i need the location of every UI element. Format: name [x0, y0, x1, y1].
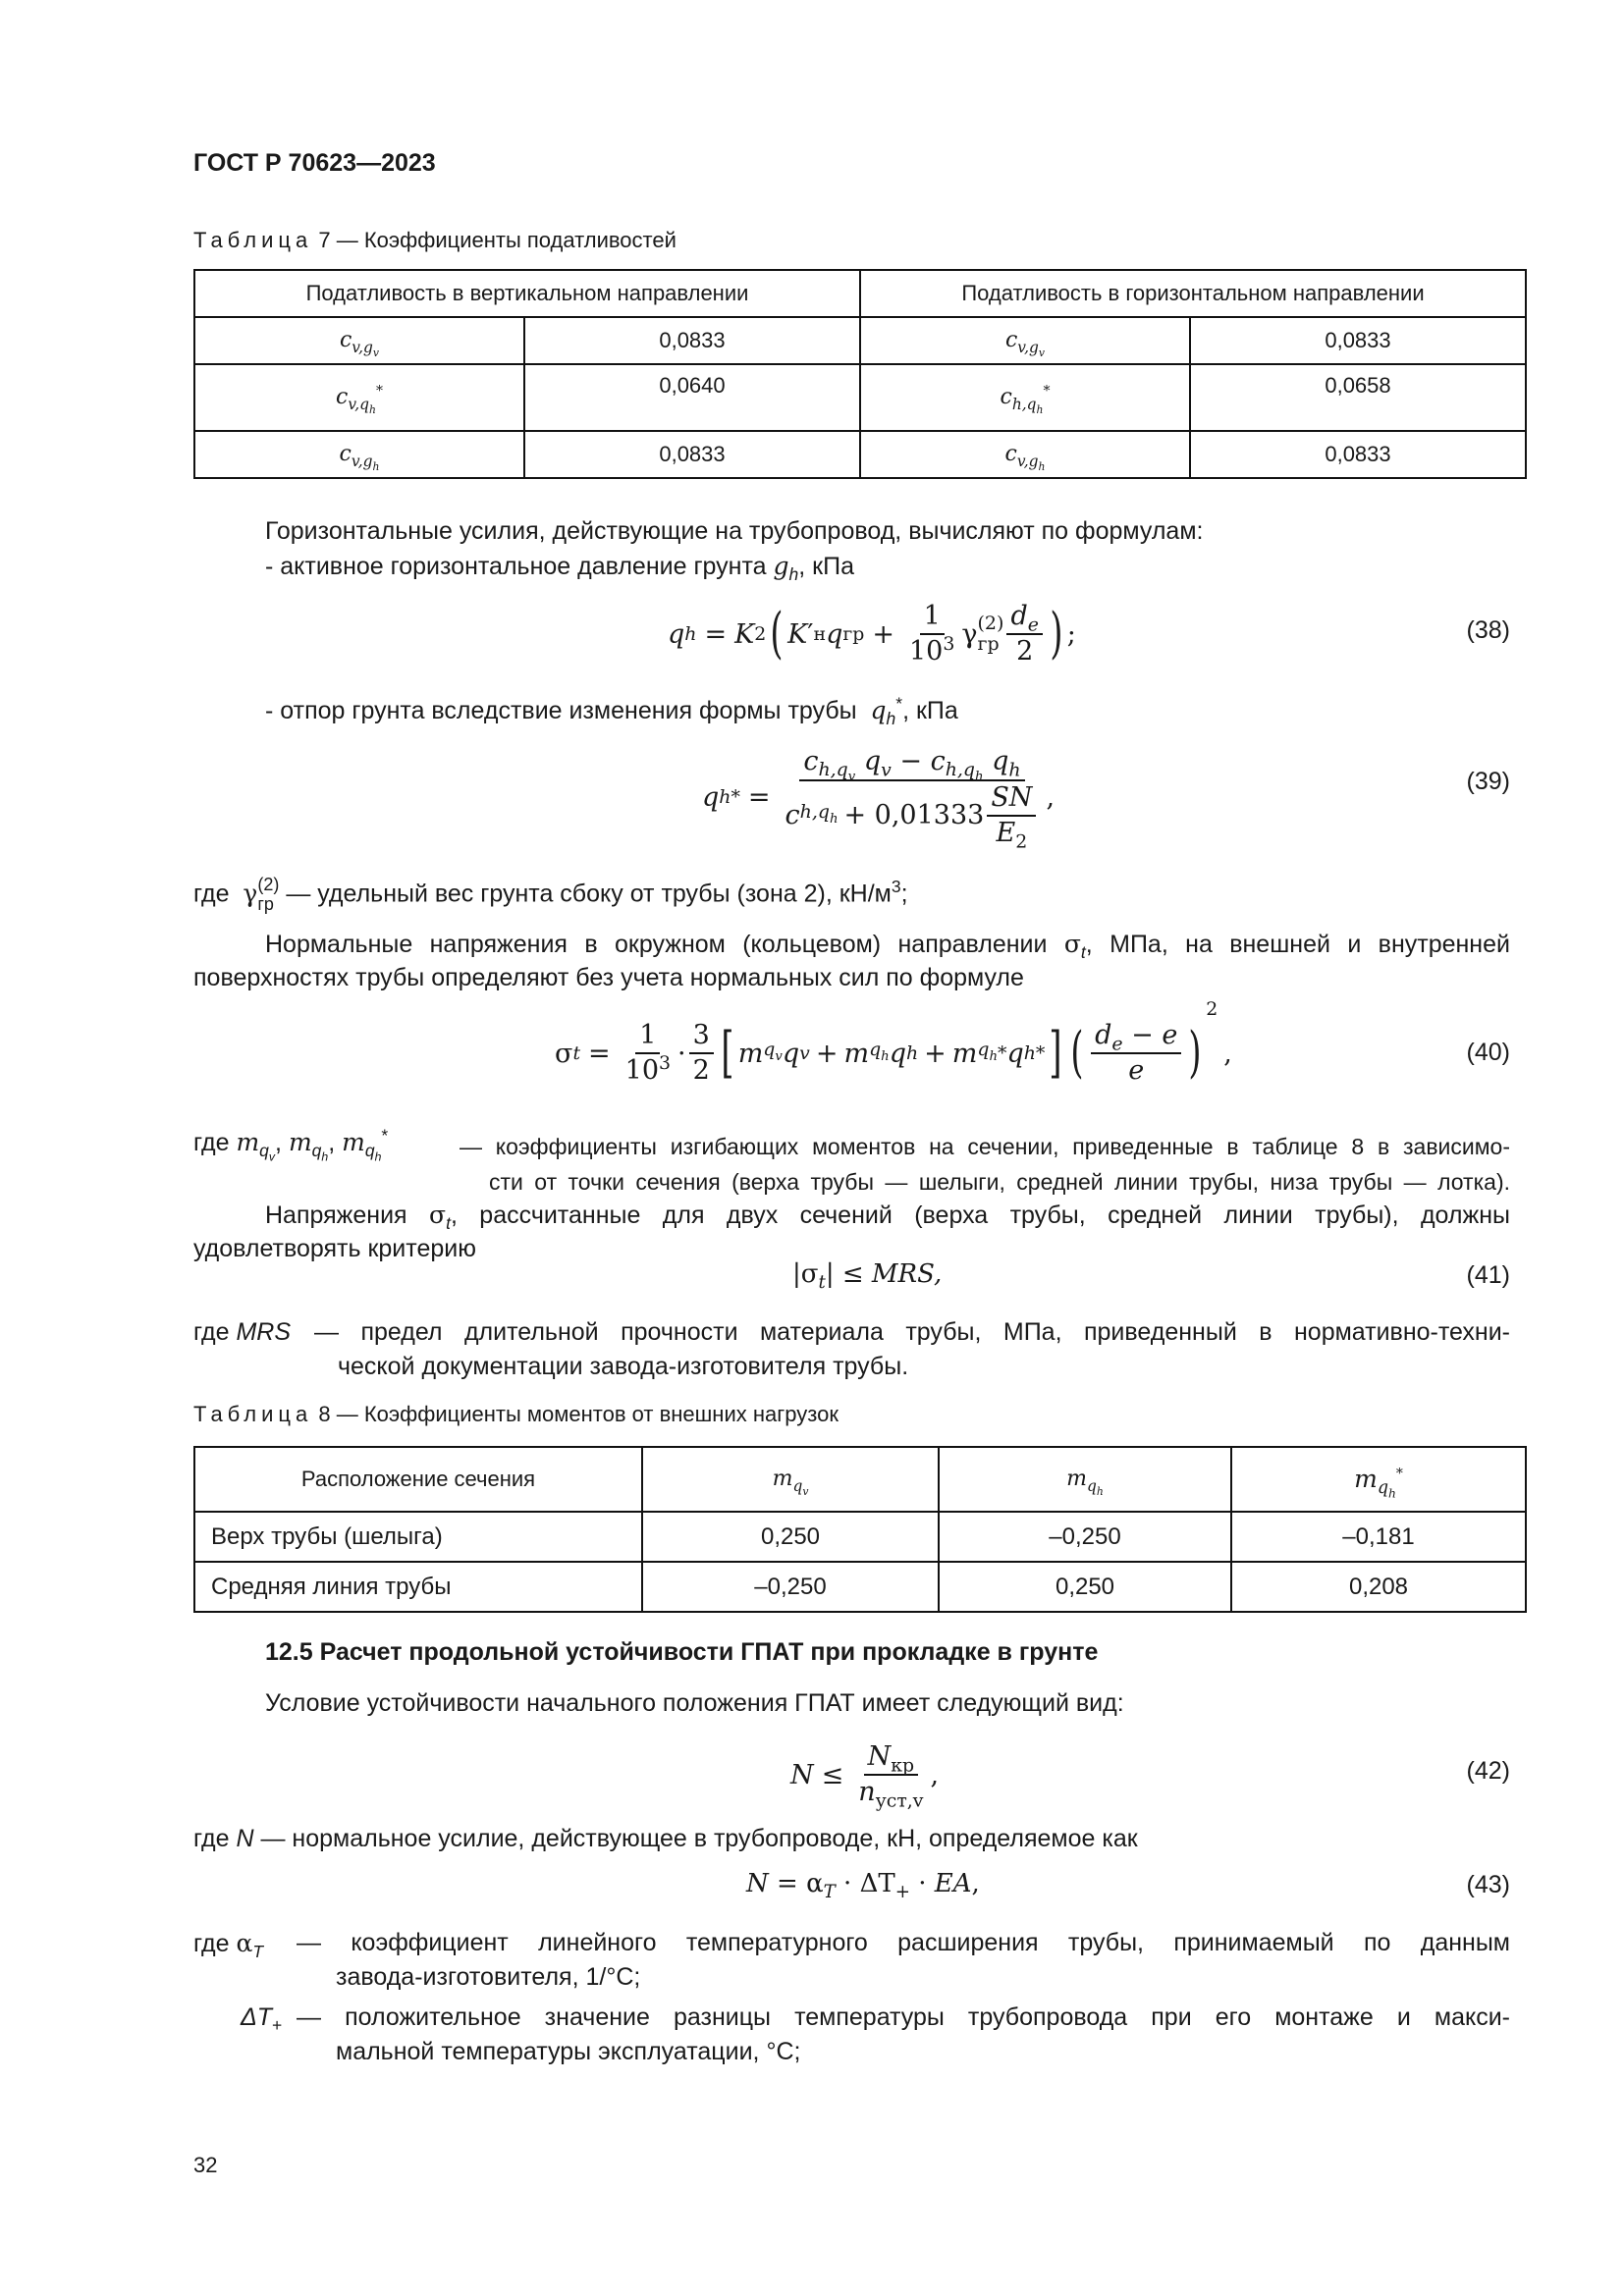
definition-line: — коэффициент линейного температурного расширения трубы, принимаемый по данным — [297, 1929, 1510, 1956]
equation-38: q h = K 2 ( K ′ н q гр + $\frac{1}{10^3}$ γ (2) гр $\frac{d_e}{2}$ ) ; — [668, 601, 1076, 667]
paragraph: поверхностях трубы определяют без учета нормальных сил по формуле — [193, 964, 1024, 991]
definition-line: — коэффициенты изгибающих моментов на сечении, приведенные в таблице 8 в зависимо- — [460, 1134, 1510, 1159]
definition: где N — нормальное усилие, действующее в трубопроводе, кН, определяемое как — [193, 1825, 1138, 1852]
equation-number: (40) — [1466, 1039, 1510, 1066]
table-cell: –0,250 — [939, 1512, 1231, 1562]
table7-caption — [193, 228, 677, 253]
table-cell: 0,0833 — [524, 431, 860, 478]
table7-head-right: Податливость в горизонтальном направлении — [860, 270, 1526, 317]
table8 — [193, 1446, 1527, 1613]
definition-line: завода-изготовителя, 1/°C; — [336, 1963, 641, 1991]
equation-39: q h * = $c_{h,q_v}$ $q_v - c_{h,q_h}$ $q_h$ c $h,q_h$ + 0,01333 $\frac{SN}{E_2}$ , — [702, 745, 1056, 852]
definition-term: где MRS — [193, 1318, 292, 1346]
table-cell: $c_{h,q_h}^*$ — [860, 364, 1190, 431]
equation-43: $N = \alpha_T \cdot \Delta T_+$ · EA, — [746, 1869, 980, 1903]
table-cell: 0,0833 — [524, 317, 860, 364]
definition-term: где $m_{q_v}$, $m_{q_h}$, $m_{q_h}^*$ — [193, 1125, 389, 1164]
paragraph: - активное горизонтальное давление грунта $g_h$, кПа — [265, 552, 854, 584]
table-cell: $c_{v,g_h}$ — [194, 431, 524, 478]
table7-head-left: Податливость в вертикальном направлении — [194, 270, 860, 317]
paragraph: удовлетворять критерию — [193, 1235, 476, 1262]
table-cell: 0,250 — [642, 1512, 939, 1562]
definition: где γ (2) гр — удельный вес грунта сбоку от трубы (зона 2), $кН/м^3$; — [193, 875, 908, 914]
paragraph: Горизонтальные усилия, действующие на трубопровод, вычисляют по формулам: — [265, 517, 1204, 545]
table-cell: Верх трубы (шелыга) — [194, 1512, 642, 1562]
paragraph: - отпор грунта вследствие изменения формы трубы $q_h^*$, кПа — [265, 693, 958, 728]
equation-42: N ≤ $\frac{N_{кр}}{n_{уст,v}}$ , — [790, 1741, 940, 1812]
document-code: ГОСТ Р 70623—2023 — [193, 149, 436, 177]
definition-line: мальной температуры эксплуатации, °C; — [336, 2038, 801, 2065]
table8-caption — [193, 1402, 839, 1427]
table8-head: $m_{q_h}$ — [939, 1447, 1231, 1512]
table-cell: 0,0640 — [524, 364, 860, 431]
definition-text — [297, 2001, 1510, 2069]
table8-head: $m_{q_v}$ — [642, 1447, 939, 1512]
caption-text: 7 — Коэффициенты податливостей — [318, 228, 677, 252]
definition-line: сти от точки сечения (верха трубы — шелыги, средней линии трубы, низа трубы — лотка). — [489, 1169, 1510, 1195]
table-cell: 0,250 — [939, 1562, 1231, 1612]
caption-word: Таблица — [193, 228, 313, 252]
paragraph: Напряжения $\sigma_t$, рассчитанные для двух сечений (верха трубы, средней линии трубы), должны — [265, 1201, 1511, 1233]
equation-number: (42) — [1466, 1757, 1510, 1785]
table-cell: 0,0833 — [1190, 431, 1526, 478]
caption-text: 8 — Коэффициенты моментов от внешних нагрузок — [318, 1402, 839, 1426]
table-cell: $c_{v,g_v}$ — [860, 317, 1190, 364]
definition-term: где $\alpha_T$ — [193, 1929, 264, 1961]
table-cell: $c_{v,g_h}$ — [860, 431, 1190, 478]
section-title: 12.5 Расчет продольной устойчивости ГПАТ при прокладке в грунте — [265, 1638, 1099, 1666]
equation-number: (39) — [1466, 768, 1510, 795]
table-row — [194, 431, 1526, 478]
table8-head: $m_{q_h}^*$ — [1231, 1447, 1526, 1512]
equation-40: σ t = $\frac{1}{10^3}$ · $\frac{3}{2}$ [ m $q_v$ q v + m $q_h$ q h + m $q_h$ * q h * ] ( $\frac{d_e - e}{e}$ ) 2 , — [555, 998, 1232, 1086]
table-cell: Средняя линия трубы — [194, 1562, 642, 1612]
page-number: 32 — [193, 2153, 218, 2177]
paragraph: Нормальные напряжения в окружном (кольцевом) направлении $\sigma_t$, МПа, на внешней и внутренней — [265, 930, 1510, 962]
table-row — [194, 317, 1526, 364]
table-cell: $c_{v,g_v}$ — [194, 317, 524, 364]
definition-text — [297, 1926, 1510, 1995]
caption-word: Таблица — [193, 1402, 313, 1426]
definition-line: — предел длительной прочности материала трубы, МПа, приведенный в нормативно-техни- — [314, 1318, 1510, 1346]
table-row — [194, 364, 1526, 431]
definition-term: $\Delta T_+$ — [241, 2003, 283, 2035]
table-cell: –0,181 — [1231, 1512, 1526, 1562]
equation-number: (38) — [1466, 616, 1510, 644]
table-cell: 0,0658 — [1190, 364, 1526, 431]
table-cell: $c_{v,q_h}^*$ — [194, 364, 524, 431]
equation-number: (41) — [1466, 1261, 1510, 1289]
definition-text — [460, 1129, 1510, 1200]
equation-number: (43) — [1466, 1871, 1510, 1898]
equation-41: $|\sigma_t|$ ≤ MRS, — [792, 1259, 943, 1294]
definition-text — [314, 1315, 1510, 1384]
table-cell: 0,208 — [1231, 1562, 1526, 1612]
definition-line: — положительное значение разницы температуры трубопровода при его монтаже и макси- — [297, 2003, 1510, 2031]
paragraph: Условие устойчивости начального положения ГПАТ имеет следующий вид: — [265, 1689, 1124, 1717]
table8-head: Расположение сечения — [194, 1447, 642, 1512]
table-row — [194, 1512, 1526, 1562]
table7 — [193, 269, 1527, 479]
table-row — [194, 1562, 1526, 1612]
definition-line: ческой документации завода-изготовителя трубы. — [338, 1353, 909, 1380]
table-cell: –0,250 — [642, 1562, 939, 1612]
table-cell: 0,0833 — [1190, 317, 1526, 364]
